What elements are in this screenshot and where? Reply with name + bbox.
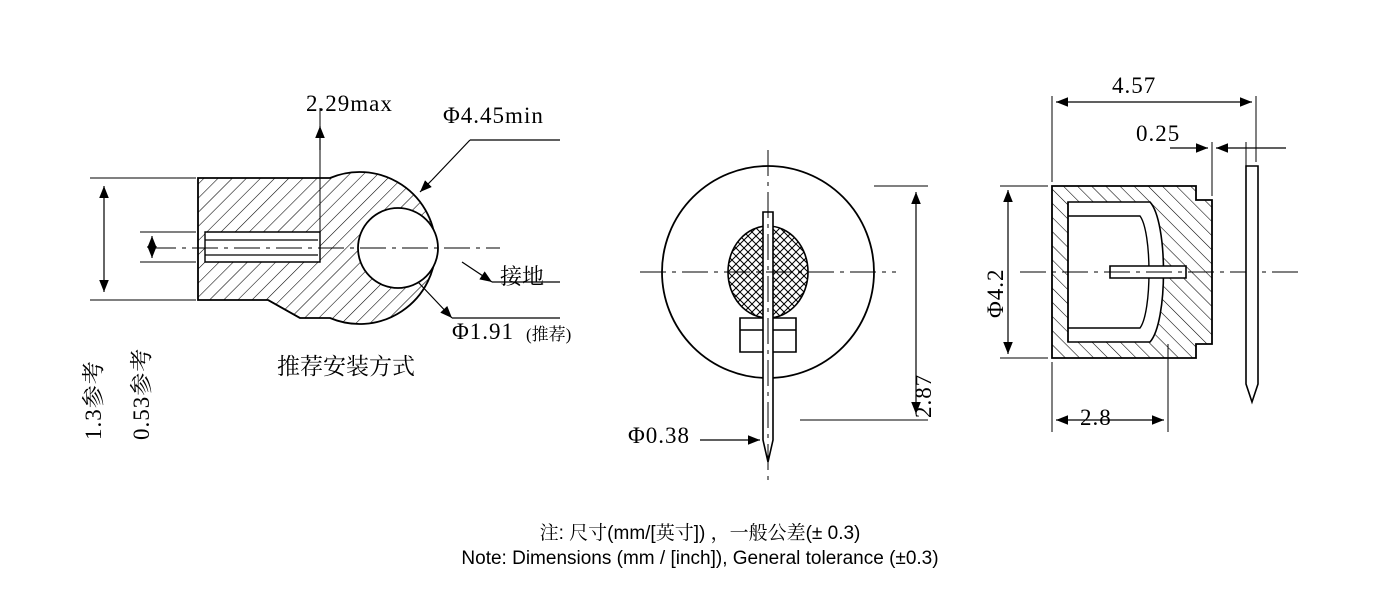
caption-recommended-mounting: 推荐安装方式	[277, 354, 415, 379]
dim-phi-0-38: Φ0.38	[628, 423, 691, 448]
dim-phi-1-91: Φ1.91	[452, 319, 515, 344]
view-recommended-mounting	[90, 108, 560, 324]
dim-2-8: 2.8	[1080, 405, 1112, 430]
dim-0-53-ref: 0.53参考	[129, 347, 154, 440]
dim-4-57: 4.57	[1112, 73, 1157, 98]
dim-phi-4-45-min: Φ4.45min	[443, 103, 544, 128]
note-en: Note: Dimensions (mm / [inch]), General tolerance (±0.3)	[461, 548, 939, 569]
view-side-section	[1000, 96, 1300, 432]
dim-phi-1-91-suffix: (推荐)	[526, 325, 572, 344]
dim-2-87: 2.87	[911, 373, 936, 418]
dim-phi-4-2: Φ4.2	[983, 268, 1008, 318]
note-cn: 注: 尺寸(mm/[英寸]) ，一般公差(± 0.3)	[539, 523, 861, 544]
dim-2-29-max: 2.29max	[306, 91, 393, 116]
dim-1-3-ref: 1.3参考	[81, 360, 106, 440]
label-ground: 接地	[500, 264, 545, 289]
dim-0-25: 0.25	[1136, 121, 1181, 146]
